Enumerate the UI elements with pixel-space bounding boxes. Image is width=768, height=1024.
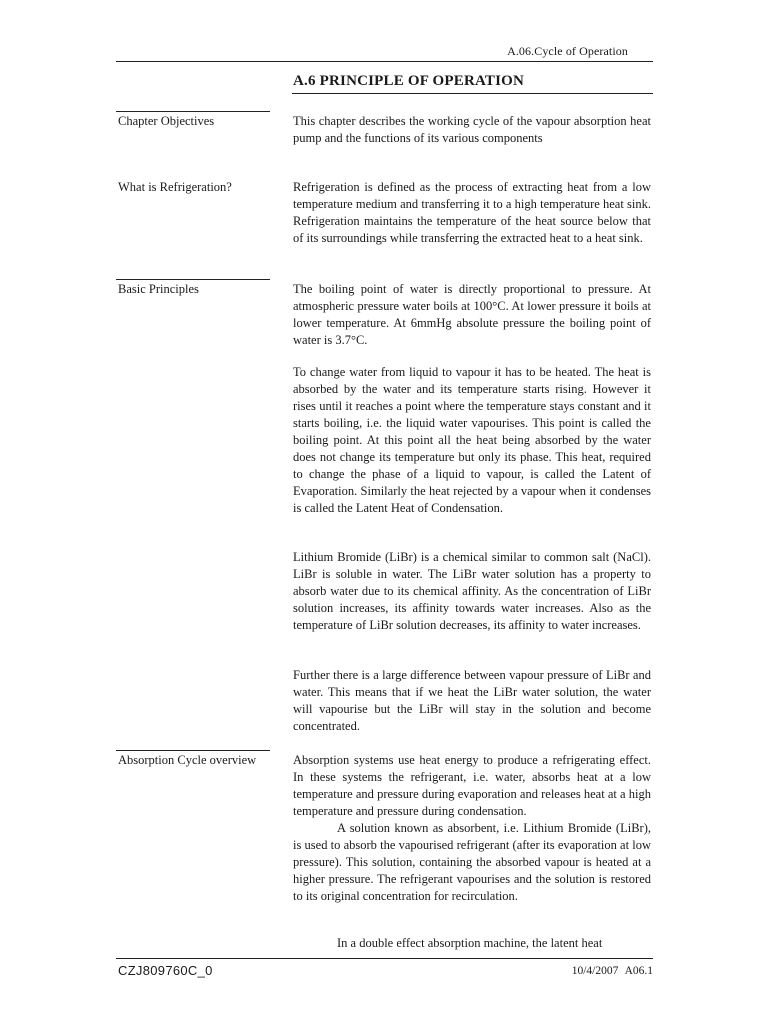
- footer-rule: [116, 958, 653, 959]
- absorption-label: Absorption Cycle overview: [118, 753, 257, 767]
- basic-paragraph-4: Further there is a large difference between vapour pressure of LiBr and water. This means that if we heat the LiBr water solution, the water will vapourise but the LiBr will stay in the solution and become concentrated.: [293, 668, 651, 733]
- refrigeration-text: Refrigeration is defined as the process of extracting heat from a low temperature medium and transferring it to a high temperature heat sink. Refrigeration maintains the temperature of the heat source below that of its surroundings while transferring the extracted heat to a heat sink.: [293, 180, 651, 245]
- basic-paragraph-1: The boiling point of water is directly proportional to pressure. At atmospheric pressure water boils at 100°C. At lower pressure it boils at lower temperature. At 6mmHg absolute pressure the boiling point of water is 3.7°C.: [293, 282, 651, 347]
- absorption-paragraph-1: Absorption systems use heat energy to produce a refrigerating effect. In these systems the refrigerant, i.e. water, absorbs heat at a low temperature and pressure during evaporation and releases heat at a high temperature and pressure during condensation.: [293, 753, 651, 818]
- objectives-label: Chapter Objectives: [118, 114, 215, 128]
- refrigeration-label: What is Refrigeration?: [118, 180, 232, 194]
- title-rule: [292, 93, 653, 94]
- section-title: A.6 PRINCIPLE OF OPERATION: [293, 73, 525, 89]
- absorption-paragraph-3: In a double effect absorption machine, the latent heat: [337, 936, 603, 950]
- date-page-number: 10/4/2007 A06.1: [571, 965, 653, 977]
- running-header: A.06.Cycle of Operation: [507, 44, 628, 58]
- basic-paragraph-3: Lithium Bromide (LiBr) is a chemical similar to common salt (NaCl). LiBr is soluble in water. The LiBr water solution has a property to absorb water due to its chemical affinity. As the concentration of LiBr solution increases, its affinity towards water increases. Also as the temperature of LiBr solution decreases, its affinity to water increases.: [293, 550, 651, 632]
- objectives-rule: [116, 111, 270, 112]
- absorption-paragraph-2: A solution known as absorbent, i.e. Lithium Bromide (LiBr), is used to absorb the vapourised refrigerant (after its evaporation at low pressure). This solution, containing the absorbed vapour is heated at a higher pressure. The refrigerant vapourises and the solution is restored to its original concentration for recirculation.: [293, 821, 651, 903]
- basic-rule: [116, 279, 270, 280]
- document-code: CZJ809760C_0: [118, 963, 213, 978]
- basic-paragraph-2: To change water from liquid to vapour it has to be heated. The heat is absorbed by the water and its temperature starts rising. However it rises until it reaches a point where the temperature stays constant and it starts boiling, i.e. the liquid water vapourises. This point is called the boiling point. At this point all the heat being absorbed by the water does not change its temperature but only its phase. This heat, required to change the phase of a liquid to vapour, is called the Latent of Evaporation. Similarly the heat rejected by a vapour when it condenses is called the Latent Heat of Condensation.: [293, 365, 651, 515]
- basic-label: Basic Principles: [118, 282, 199, 296]
- header-rule: [116, 61, 653, 62]
- absorption-rule: [116, 750, 270, 751]
- objectives-text: This chapter describes the working cycle of the vapour absorption heat pump and the functions of its various components: [293, 114, 651, 145]
